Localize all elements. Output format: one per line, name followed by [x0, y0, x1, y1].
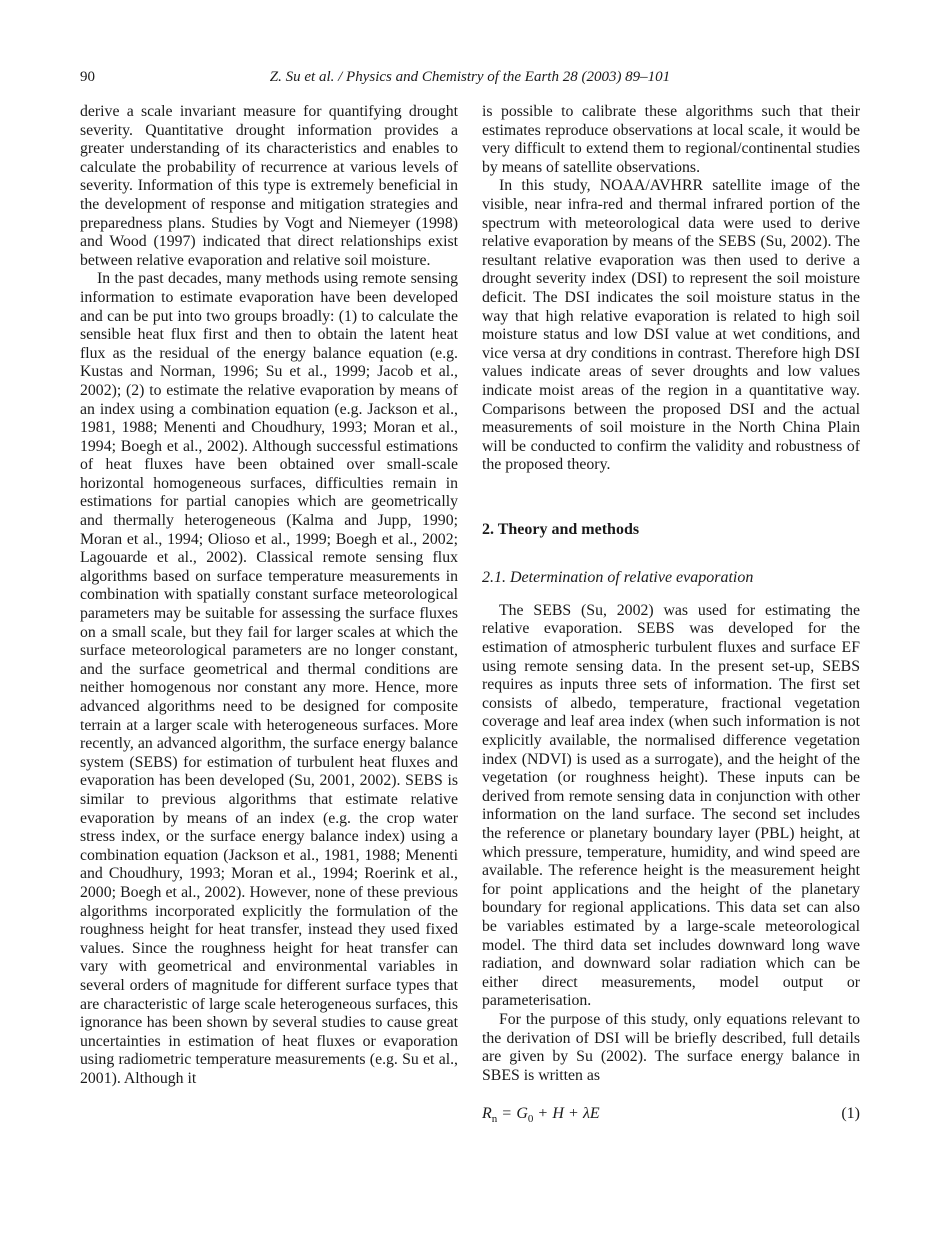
page-header	[80, 69, 860, 89]
page-number: 90	[80, 69, 95, 85]
equation-operator-equals: =	[502, 1105, 512, 1123]
equation-operator-plus: +	[568, 1105, 578, 1123]
equation-term-G0: G	[516, 1105, 528, 1123]
body-paragraph: derive a scale invariant measure for quantifying drought severity. Quantitative drought information provides a greater understanding of its characteristics and enables to calculate the probability of recurrence at various levels of severity. Information of this type is extremely beneficial in the development of response and mitigation strategies and preparedness plans. Studies by Vogt and Niemeyer (1998) and Wood (1997) indicated that direct relationships exist between relative evaporation and relative soil moisture.	[80, 103, 458, 269]
body-paragraph: For the purpose of this study, only equations relevant to the derivation of DSI will be briefly described, full details are given by Su (2002). The surface energy balance in SBES is written as	[482, 1010, 860, 1084]
running-head: Z. Su et al. / Physics and Chemistry of the Earth 28 (2003) 89–101	[269, 69, 671, 85]
left-column	[80, 103, 458, 1088]
equation-term-H: H	[552, 1105, 564, 1123]
equation-term-lambdaE: λE	[583, 1105, 600, 1123]
body-paragraph: In the past decades, many methods using remote sensing information to estimate evaporation have been developed and can be put into two groups broadly: (1) to calculate the sensible heat flux first and then to obtain the latent heat flux as the residual of the energy balance equation (e.g. Kustas and Norman, 1996; Su et al., 1999; Jacob et al., 2002); (2) to estimate the relative evaporation by means of an index using a combination equation (e.g. Jackson et al., 1981, 1988; Menenti and Choudhury, 1993; Moran et al., 1994; Boegh et al., 2002). Although successful estimations of heat fluxes have been obtained over small-scale horizontal homogeneous surfaces, difficulties remain in estimations for partial canopies which are geometrically and thermally heterogeneous (Kalma and Jupp, 1990; Moran et al., 1994; Olioso et al., 1999; Boegh et al., 2002; Lagouarde et al., 2002). Classical remote sensing flux algorithms based on surface temperature measurements in combination with spatially constant surface meteorological parameters may be suitable for assessing the surface fluxes on a small scale, but they fail for larger scales at which the surface meteorological parameters are no longer constant, and the surface geometrical and thermal conditions are neither homogenous nor constant any more. Hence, more advanced algorithms need to be designed for composite terrain at a larger scale with heterogeneous surfaces. More recently, an advanced algorithm, the surface energy balance system (SEBS) for estimation of turbulent heat fluxes and evaporation has been developed (Su, 2001, 2002). SEBS is similar to previous algorithms that estimate relative evaporation by means of an index (e.g. the crop water stress index, or the surface energy balance index) using a combination equation (Jackson et al., 1981, 1988; Menenti and Choudhury, 1993; Moran et al., 1994; Roerink et al., 2000; Boegh et al., 2002). However, none of these previous algorithms incorporated explicitly the formulation of the roughness height for heat transfer, instead they used fixed values. Since the roughness height for heat transfer can vary with geometrical and environmental variables in several orders of magnitude for different surface types that are characteristic of large scale heterogeneous surfaces, this ignorance has been shown by several studies to cause great uncertainties in estimation of heat fluxes or evaporation using radiometric temperature measurements (e.g. Su et al., 2001). Although it	[80, 270, 458, 1087]
equation-number: (1)	[841, 1105, 860, 1123]
body-paragraph: The SEBS (Su, 2002) was used for estimating the relative evaporation. SEBS was developed for the estimation of atmospheric turbulent fluxes and surface EF using remote sensing data. In the present set-up, SEBS requires as inputs three sets of information. The first set consists of albedo, temperature, fractional vegetation coverage and leaf area index (when such information is not explicitly available, the normalised difference vegetation index (NDVI) is used as a surrogate), and the height of the vegetation (or roughness height). These inputs can be derived from remote sensing data in conjunction with other information on the land surface. The second set includes the reference or planetary boundary layer (PBL) height, at which pressure, temperature, humidity, and wind speed are available. The reference height is the measurement height for point applications and the height of the planetary boundary for regional applications. This data set can also be variables estimated by a large-scale meteorological model. The third data set includes downward long wave radiation, and downward solar radiation which can be either direct measurements, model output or parameterisation.	[482, 601, 860, 1010]
body-paragraph: is possible to calibrate these algorithms such that their estimates reproduce observations at local scale, it would be very difficult to extend them to regional/continental studies by means of satellite observations.	[482, 103, 860, 176]
equation-operator-plus: +	[538, 1105, 548, 1123]
right-column	[482, 103, 860, 1124]
equation-term-Rn: R	[482, 1105, 492, 1123]
equation-1	[482, 1105, 860, 1124]
equation-subscript-n: n	[491, 1113, 498, 1126]
equation-subscript-0: 0	[527, 1113, 534, 1126]
equation-expression	[482, 1105, 600, 1124]
body-paragraph: In this study, NOAA/AVHRR satellite image of the visible, near infra-red and thermal infrared portion of the spectrum with meteorological data were used to derive relative evaporation by means of the SEBS (Su, 2002). The resultant relative evaporation was then used to derive a drought severity index (DSI) to represent the soil moisture deficit. The DSI indicates the soil moisture status in the way that high relative evaporation is related to high soil moisture status and low DSI value at wet conditions, and vice versa at dry conditions in contrast. Therefore high DSI values indicate areas of sever droughts and low values indicate moist areas of the region in a quantitative way. Comparisons between the proposed DSI and the actual measurements of soil moisture in the North China Plain will be conducted to confirm the validity and robustness of the proposed theory.	[482, 177, 860, 474]
section-heading: 2. Theory and methods	[482, 520, 640, 538]
subsection-heading: 2.1. Determination of relative evaporation	[482, 568, 754, 586]
